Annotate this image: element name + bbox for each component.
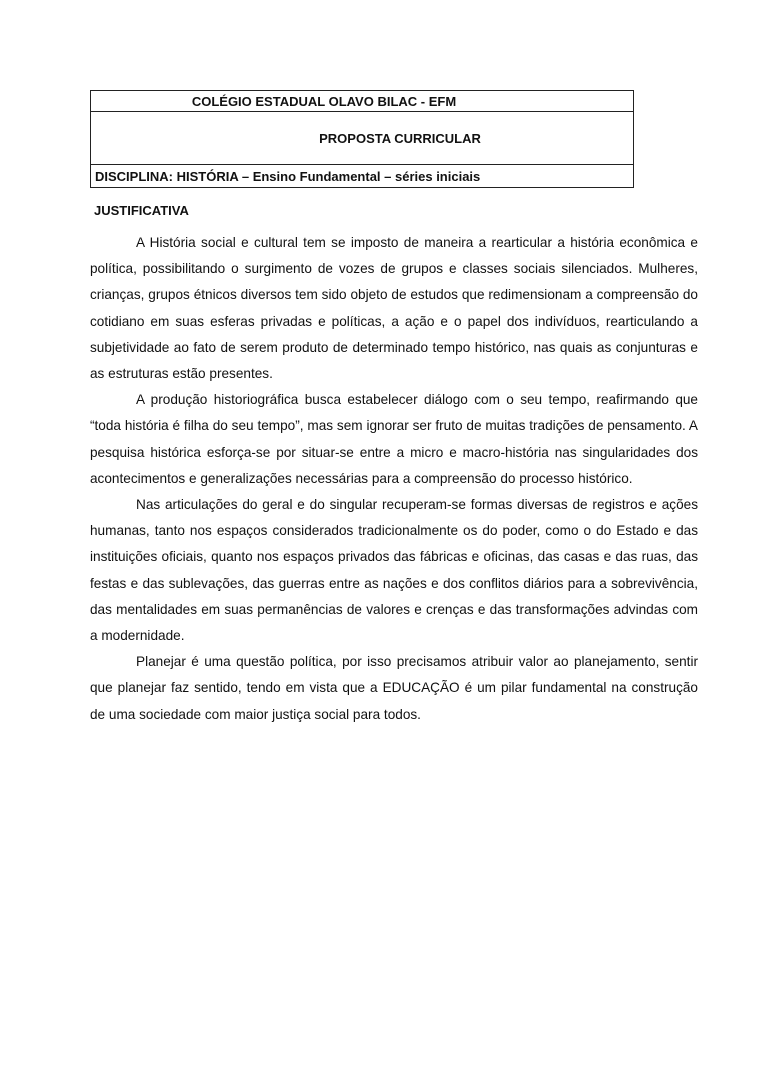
section-title: JUSTIFICATIVA	[94, 203, 189, 218]
school-name: COLÉGIO ESTADUAL OLAVO BILAC - EFM	[91, 91, 634, 112]
header-row-school	[91, 91, 634, 112]
paragraph-3: Nas articulações do geral e do singular recuperam-se formas diversas de registros e ações humanas, tanto nos espaços considerados tradicionalmente os do poder, como o do Estado e das instituições oficiais, quanto nos espaços privados das fábricas e oficinas, das casas e das ruas, das festas e das sublevações, das guerras entre as nações e dos conflitos diários para a sobrevivência, das mentalidades em suas permanências de valores e crenças e das transformações advindas com a modernidade.	[90, 497, 698, 644]
header-row-proposal	[91, 112, 634, 165]
body-text	[90, 230, 698, 728]
header-table	[90, 90, 634, 188]
discipline-label: DISCIPLINA: HISTÓRIA – Ensino Fundamental – séries iniciais	[91, 165, 634, 188]
paragraph-4: Planejar é uma questão política, por isso precisamos atribuir valor ao planejamento, sentir que planejar faz sentido, tendo em vista que a EDUCAÇÃO é um pilar fundamental na construção de uma sociedade com maior justiça social para todos.	[90, 654, 698, 722]
proposal-title: PROPOSTA CURRICULAR	[91, 112, 634, 165]
paragraph-2: A produção historiográfica busca estabelecer diálogo com o seu tempo, reafirmando que “toda história é filha do seu tempo”, mas sem ignorar ser fruto de muitas tradições de pensamento. A pesquisa histórica esforça-se por situar-se entre a micro e macro-história nas singularidades dos acontecimentos e generalizações necessárias para a compreensão do processo histórico.	[90, 392, 698, 486]
header-row-discipline	[91, 165, 634, 188]
paragraph-1: A História social e cultural tem se imposto de maneira a rearticular a história econômica e política, possibilitando o surgimento de vozes de grupos e classes sociais silenciados. Mulheres, crianças, grupos étnicos diversos tem sido objeto de estudos que redimensionam a compreensão do cotidiano em suas esferas privadas e políticas, a ação e o papel dos indivíduos, rearticulando a subjetividade ao fato de serem produto de determinado tempo histórico, nas quais as conjunturas e as estruturas estão presentes.	[90, 235, 698, 382]
